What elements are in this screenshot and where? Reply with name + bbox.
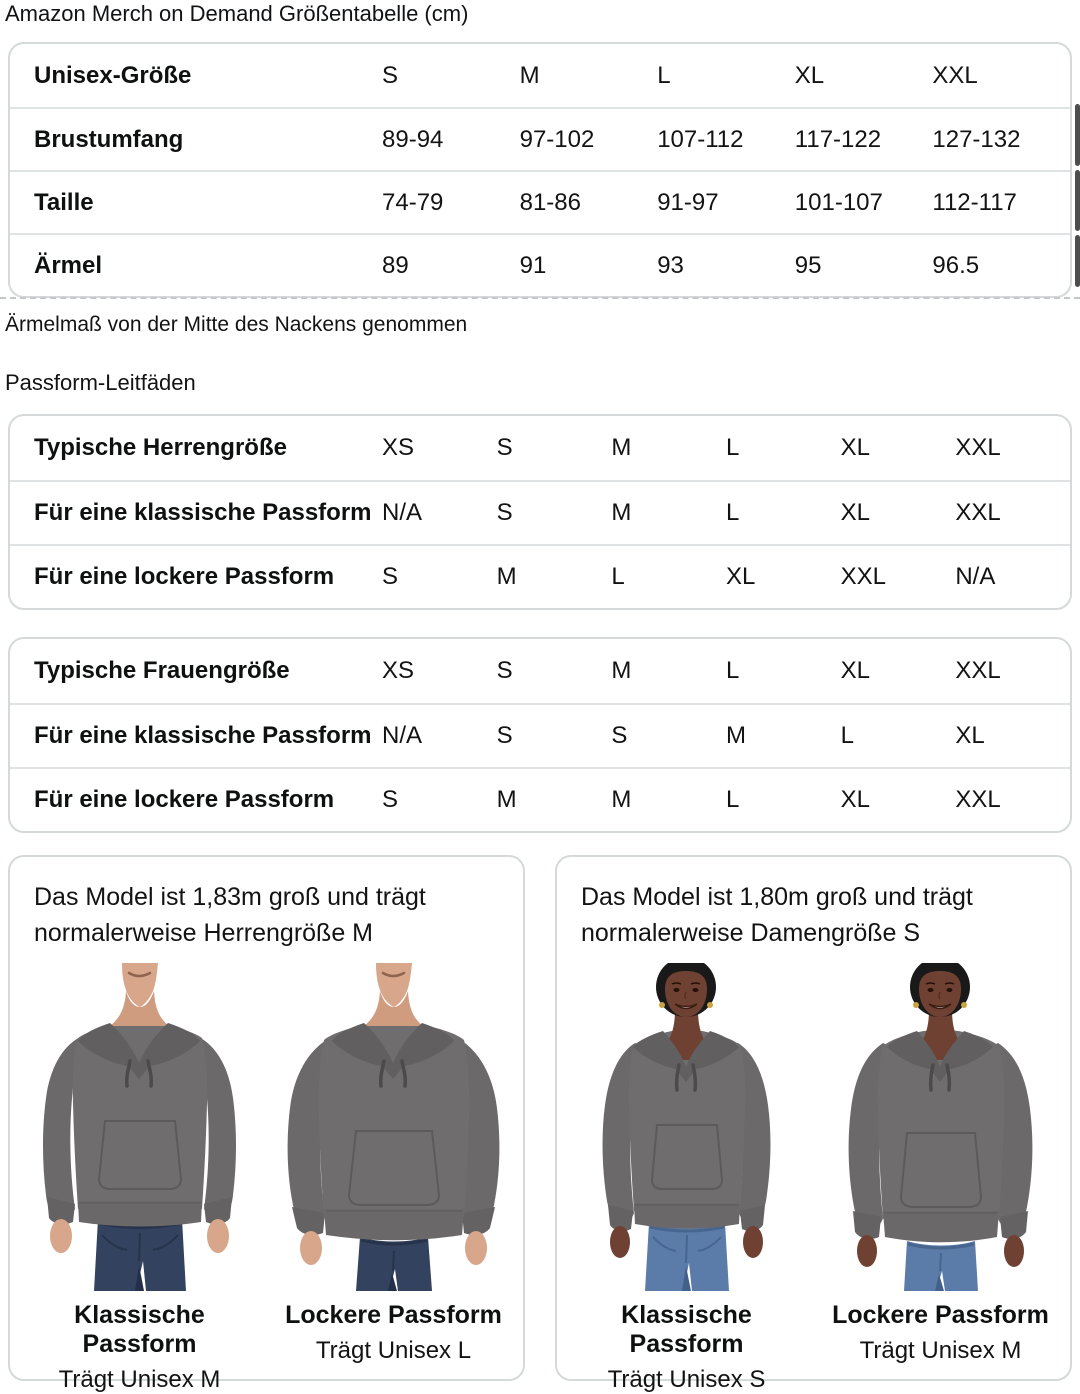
model-description: Das Model ist 1,83m groß und trägt normalerweise Herrengröße M (34, 883, 426, 947)
photo-caption (276, 1301, 511, 1394)
table-row (10, 544, 1070, 608)
model-photo-woman-loose-fit (823, 963, 1058, 1291)
value-cell: L (725, 786, 740, 813)
caption-fit-label: Klassische Passform (621, 1301, 752, 1358)
value-cell: 112-117 (932, 188, 1017, 216)
table-row (10, 767, 1070, 831)
table-row (10, 639, 1070, 703)
value-cell: XL (725, 563, 756, 590)
size-cell: XXL (932, 61, 978, 89)
value-cell: N/A (955, 563, 996, 590)
value-cell: M (496, 563, 517, 590)
value-cell: L (611, 563, 625, 590)
head-graphic (110, 963, 169, 1026)
value-cell: XS (382, 434, 415, 461)
row-label: Brustumfang (34, 125, 184, 153)
table-row (10, 703, 1070, 767)
value-cell: XL (840, 434, 871, 461)
row-label: Taille (34, 188, 94, 216)
jeans-graphic (645, 1223, 729, 1291)
fit-table-men (8, 414, 1072, 610)
value-cell: 95 (794, 251, 822, 279)
table-row (10, 416, 1070, 480)
value-cell: 117-122 (794, 125, 882, 153)
value-cell: S (496, 722, 513, 749)
model-card-women (555, 855, 1072, 1393)
value-cell: XXL (955, 499, 1001, 526)
row-label: Typische Frauengröße (34, 657, 290, 684)
jeans-graphic (356, 1237, 432, 1291)
model-photo-man-loose-fit (276, 963, 511, 1291)
size-cell: L (657, 61, 671, 89)
row-label: Für eine lockere Passform (34, 563, 335, 590)
size-cell: S (382, 61, 399, 89)
value-cell: M (496, 786, 517, 813)
fit-guides-heading: Passform-Leitfäden (5, 370, 196, 395)
value-cell: XXL (840, 563, 887, 590)
value-cell: 93 (657, 251, 684, 279)
value-cell: XXL (955, 434, 1001, 461)
caption-size-label: Trägt Unisex M (58, 1366, 221, 1393)
row-label: Typische Herrengröße (34, 434, 287, 461)
value-cell: M (611, 657, 632, 684)
size-chart-table (8, 42, 1072, 298)
value-cell: 107-112 (657, 125, 744, 153)
value-cell: S (496, 434, 513, 461)
model-description: Das Model ist 1,80m groß und trägt normalerweise Damengröße S (581, 883, 973, 947)
photo-caption (22, 1301, 257, 1394)
value-cell: M (725, 722, 746, 749)
value-cell: L (725, 434, 740, 461)
value-cell: N/A (382, 499, 423, 526)
value-cell: XL (955, 722, 985, 749)
value-cell: S (382, 563, 399, 590)
value-cell: S (611, 722, 628, 749)
photo-caption (823, 1301, 1058, 1394)
caption-fit-label: Klassische Passform (74, 1301, 205, 1358)
head-graphic (364, 963, 423, 1026)
table-row (10, 480, 1070, 544)
value-cell: XL (840, 499, 871, 526)
caption-size-label: Trägt Unisex L (315, 1337, 472, 1364)
fit-table-women (8, 637, 1072, 833)
caption-fit-label: Lockere Passform (285, 1301, 502, 1329)
model-photo-woman-classic-fit (569, 963, 804, 1291)
scrollbar-thumb[interactable] (1075, 235, 1080, 287)
table-row-waist (10, 170, 1070, 233)
value-cell: S (496, 657, 513, 684)
row-label: Ärmel (34, 251, 103, 279)
hoodie-body-graphic (878, 1030, 1005, 1242)
value-cell: L (725, 499, 740, 526)
size-cell: XL (794, 61, 825, 89)
caption-size-label: Trägt Unisex M (859, 1337, 1022, 1364)
value-cell: 81-86 (519, 188, 581, 216)
head-graphic (656, 963, 716, 1017)
jeans-graphic (94, 1219, 186, 1291)
row-label: Für eine klassische Passform (34, 499, 372, 526)
value-cell: 127-132 (932, 125, 1021, 153)
caption-size-label: Trägt Unisex S (607, 1366, 766, 1393)
table-row-sleeve (10, 233, 1070, 296)
value-cell: 96.5 (932, 251, 980, 279)
value-cell: 89 (382, 251, 409, 279)
caption-fit-label: Lockere Passform (832, 1301, 1049, 1329)
table-row-chest (10, 107, 1070, 170)
size-cell: M (519, 61, 540, 89)
value-cell: M (611, 434, 632, 461)
value-cell: L (725, 657, 740, 684)
hoodie-body-graphic (319, 1021, 470, 1240)
value-cell: 89-94 (382, 125, 444, 153)
value-cell: N/A (382, 722, 423, 749)
value-cell: XXL (955, 786, 1001, 813)
value-cell: M (611, 786, 632, 813)
row-label: Unisex-Größe (34, 61, 192, 89)
value-cell: S (382, 786, 399, 813)
photo-caption (569, 1301, 804, 1394)
head-graphic (910, 963, 970, 1017)
dashed-divider (0, 297, 1080, 299)
model-card-men (8, 855, 525, 1393)
row-label: Für eine lockere Passform (34, 786, 335, 813)
value-cell: XXL (955, 657, 1001, 684)
model-photo-man-classic-fit (22, 963, 257, 1291)
value-cell: 101-107 (794, 188, 883, 216)
row-label: Für eine klassische Passform (34, 722, 372, 749)
value-cell: 91 (519, 251, 547, 279)
jeans-graphic (904, 1241, 978, 1291)
value-cell: XL (840, 786, 871, 813)
value-cell: 74-79 (382, 188, 444, 216)
value-cell: XL (840, 657, 871, 684)
value-cell: 91-97 (657, 188, 719, 216)
value-cell: XS (382, 657, 415, 684)
value-cell: L (840, 722, 855, 749)
size-table-header-row (10, 44, 1070, 107)
scrollbar-thumb[interactable] (1075, 170, 1080, 231)
page-title: Amazon Merch on Demand Größentabelle (cm) (5, 1, 469, 26)
value-cell: 97-102 (519, 125, 595, 153)
sleeve-measure-note: Ärmelmaß von der Mitte des Nackens genommen (5, 313, 468, 336)
value-cell: M (611, 499, 632, 526)
value-cell: S (496, 499, 513, 526)
scrollbar-thumb[interactable] (1075, 104, 1080, 166)
